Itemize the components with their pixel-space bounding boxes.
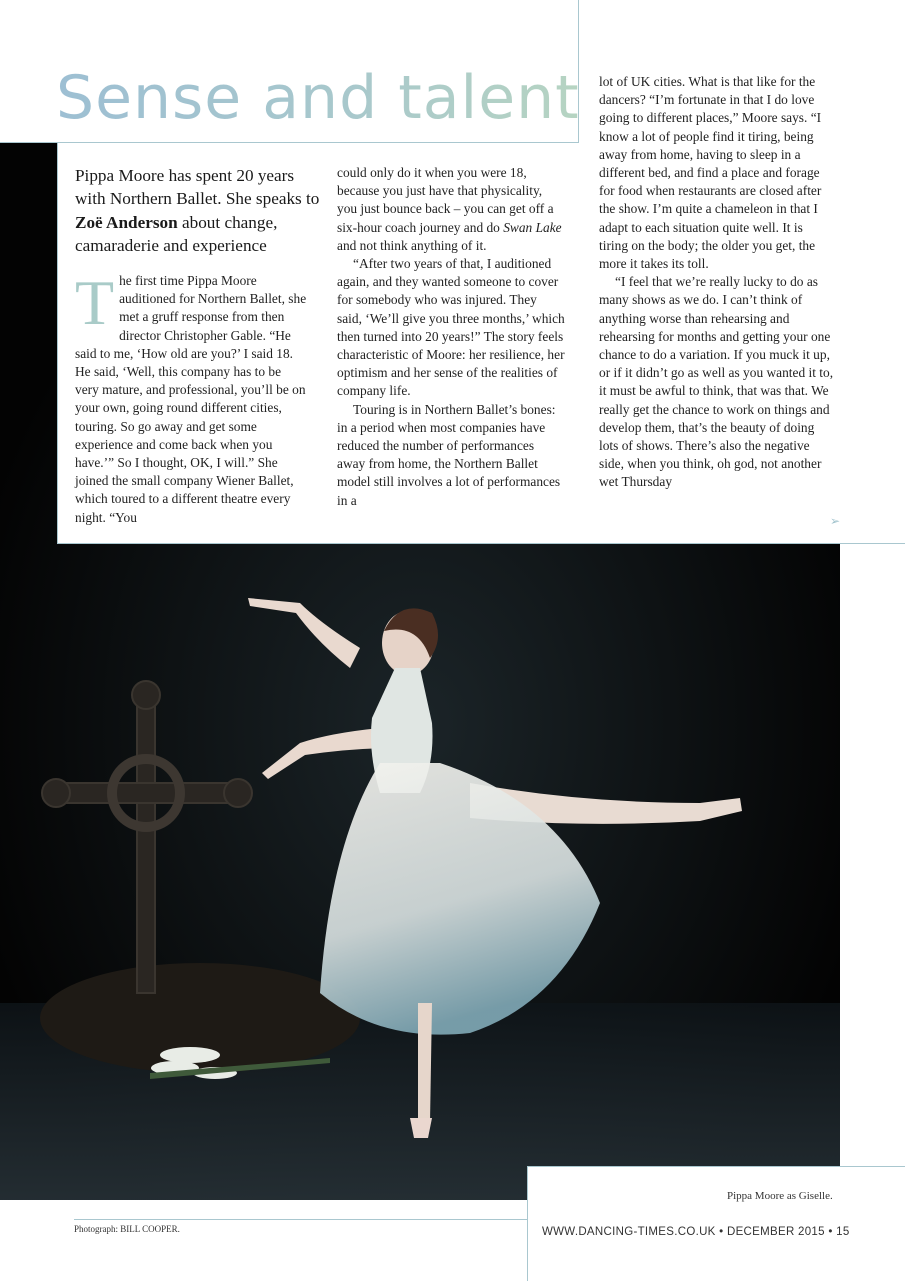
paragraph-text: he first time Pippa Moore auditioned for Northern Ballet, she met a gruff response from then director Christopher Gable. “He said to me, ‘How old are you?’ I said 18. He said, ‘Well, this company has to be very mature, and professional, you’ll be on your own, going round different cities, touring. So go away and get some experience and come back when you have.’” So I thought, OK, I will.” She joined the small company Wiener Ballet, which toured to a different theatre every night. “You [75,273,307,525]
paragraph: “I feel that we’re really lucky to do as many shows as we do. I can’t think of anything worse than rehearsing and rehearsing for months and getting your one chance to do a variation. If you muck it up, or if it didn’t go as well as you wanted it to, it must be awful to think, that was that. We really get the chance to work on things and develop them, that’s the beauty of doing lots of shows. There’s also the negative side, when you think, oh god, not another wet Thursday [599,274,834,490]
paragraph-text: and not think anything of it. [337,237,487,253]
footer-separator: • [828,1226,833,1238]
body-column-3 [599,73,835,492]
body-column-2 [337,164,565,510]
website-link[interactable]: WWW.DANCING-TIMES.CO.UK [542,1226,716,1238]
photo-credit: Photograph: BILL COOPER. [74,1224,180,1234]
paragraph: Touring is in Northern Ballet’s bones: in a period when most companies have reduced the number of performances away from home, the Northern Ballet model still involves a lot of performances in a [337,401,561,508]
body-column-1 [75,267,307,527]
article-title: Sense and talent [56,58,580,138]
photo-caption: Pippa Moore as Giselle. [727,1190,833,1202]
paragraph: “After two years of that, I auditioned again, and they wanted someone to cover for somebody who was injured. They said, ‘We’ll give you three months,’ which then turned into 20 years!” The story feels characteristic of Moore: her resilience, her optimism and her sense of the realities of company life. [337,256,565,399]
paragraph [337,164,565,255]
footer-separator: • [719,1226,724,1238]
continue-arrow-icon: ➢ [830,514,841,528]
issue-date: DECEMBER 2015 [726,1226,825,1238]
paragraph: lot of UK cities. What is that like for the dancers? “I’m fortunate in that I do love going to different places,” Moore says. “I know a lot of people find it tiring, being away from home, having to sleep in a different bed, and find a place and forage for food when restaurants are closed after the show. I’m quite a chameleon in that I adapt to each situation quite well. It is tiring on the body; the older you get, the more it takes its toll. [599,74,822,272]
drop-cap: T [75,267,115,338]
standfirst [75,164,321,258]
footer-rule [74,1219,527,1220]
paragraph-text: could only do it when you were 18, because you just have that physicality, you just bounce back – you can get off a six-hour coach journey and do [337,165,554,235]
standfirst-pre: Pippa Moore has spent 20 years with Northern Ballet. She speaks to [75,166,320,209]
standfirst-post: about change, camaraderie and experience [75,212,278,256]
ballet-title: Swan Lake [503,219,562,235]
paragraph [75,267,307,527]
page-footer [542,1226,850,1238]
page-number: 15 [836,1226,850,1238]
caption-panel [527,1166,905,1281]
author-name: Zoë Anderson [75,212,178,232]
